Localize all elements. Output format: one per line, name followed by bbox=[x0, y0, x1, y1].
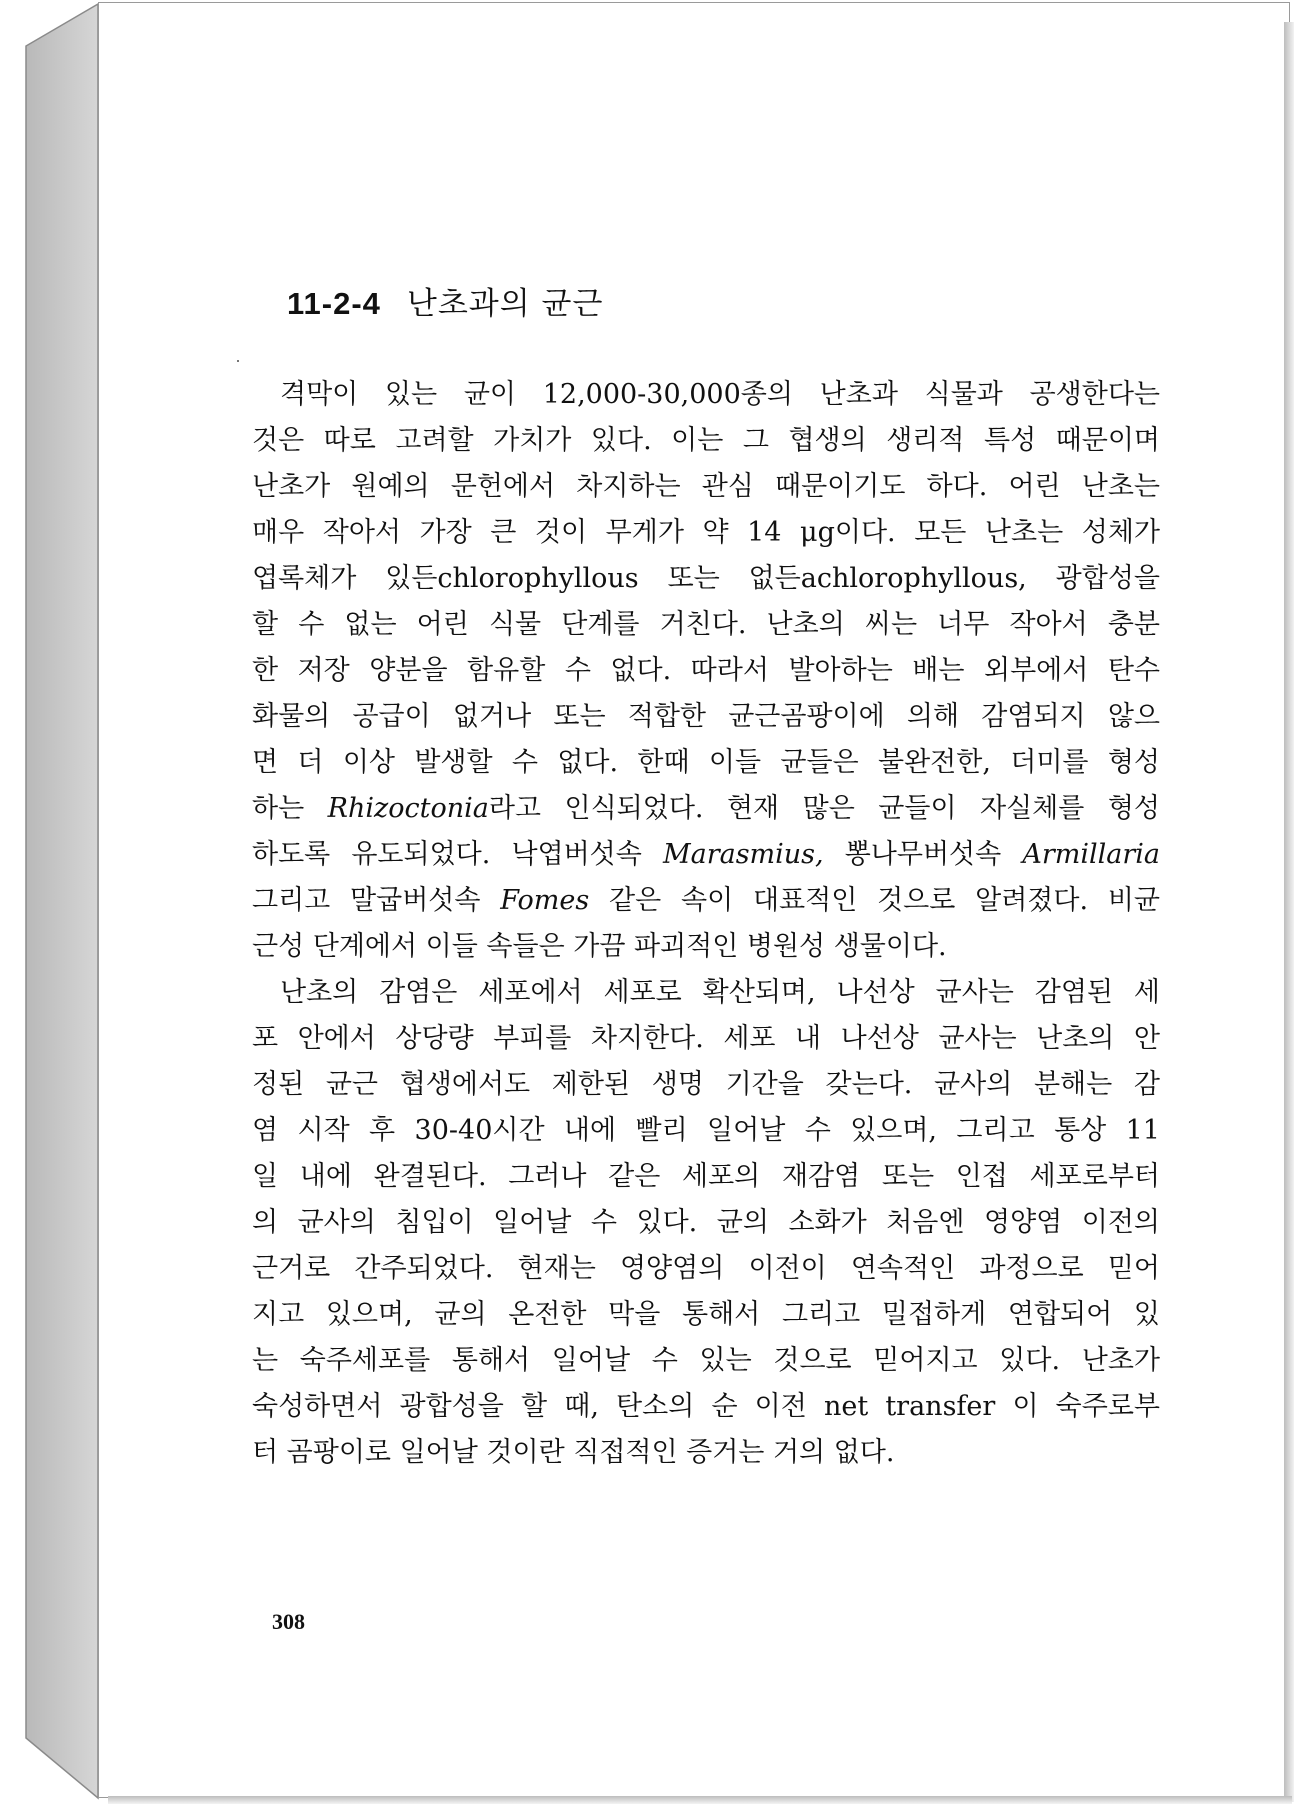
text-line: 한 저장 양분을 함유할 수 없다. 따라서 발아하는 배는 외부에서 탄수 bbox=[252, 655, 1160, 686]
page-number: 308 bbox=[272, 1609, 305, 1634]
section-number: 11-2-4 bbox=[287, 286, 381, 321]
genus-name: Marasmius, bbox=[662, 839, 824, 870]
stray-mark bbox=[237, 360, 239, 362]
text-line: 할 수 없는 어린 식물 단계를 거친다. 난초의 씨는 너무 작아서 충분 bbox=[252, 609, 1160, 640]
text-line: 근거로 간주되었다. 현재는 영양염의 이전이 연속적인 과정으로 믿어 bbox=[252, 1253, 1160, 1284]
text-line: 는 숙주세포를 통해서 일어날 수 있는 것으로 믿어지고 있다. 난초가 bbox=[252, 1345, 1160, 1376]
text-line: 지고 있으며, 균의 온전한 막을 통해서 그리고 밀접하게 연합되어 있 bbox=[252, 1299, 1160, 1330]
text-line: 하는 Rhizoctonia라고 인식되었다. 현재 많은 균들이 자실체를 형성 bbox=[252, 793, 1160, 824]
text-line: 터 곰팡이로 일어날 것이란 직접적인 증거는 거의 없다. bbox=[252, 1437, 895, 1468]
text-line: 난초가 원예의 문헌에서 차지하는 관심 때문이기도 하다. 어린 난초는 bbox=[252, 471, 1160, 502]
text-line: 근성 단계에서 이들 속들은 가끔 파괴적인 병원성 생물이다. bbox=[252, 931, 947, 962]
text-line: 포 안에서 상당량 부피를 차지한다. 세포 내 나선상 균사는 난초의 안 bbox=[252, 1023, 1160, 1054]
section-heading bbox=[287, 278, 603, 323]
page-shadow-bottom bbox=[108, 1796, 1292, 1804]
text-line: 매우 작아서 가장 큰 것이 무게가 약 14 μg이다. 모든 난초는 성체가 bbox=[252, 517, 1160, 548]
text-line: 의 균사의 침입이 일어날 수 있다. 균의 소화가 처음엔 영양염 이전의 bbox=[252, 1207, 1160, 1238]
page-shadow-right bbox=[1284, 22, 1294, 1802]
genus-name: Rhizoctonia bbox=[327, 793, 489, 824]
text-line: 엽록체가 있든chlorophyllous 또는 없든achlorophyllous, 광합성을 bbox=[252, 563, 1160, 594]
text-line: 하도록 유도되었다. 낙엽버섯속 Marasmius, 뽕나무버섯속 Armillaria bbox=[252, 839, 1160, 870]
text-line: 격막이 있는 균이 12,000-30,000종의 난초과 식물과 공생한다는 bbox=[280, 379, 1160, 410]
genus-name: Fomes bbox=[500, 885, 590, 916]
section-title: 난초과의 균근 bbox=[406, 286, 604, 322]
text-line: 일 내에 완결된다. 그러나 같은 세포의 재감염 또는 인접 세포로부터 bbox=[252, 1161, 1160, 1192]
text-line: 화물의 공급이 없거나 또는 적합한 균근곰팡이에 의해 감염되지 않으 bbox=[252, 701, 1160, 732]
text-line: 면 더 이상 발생할 수 없다. 한때 이들 균들은 불완전한, 더미를 형성 bbox=[252, 747, 1160, 778]
body-text bbox=[252, 372, 1160, 1476]
text-line: 것은 따로 고려할 가치가 있다. 이는 그 협생의 생리적 특성 때문이며 bbox=[252, 425, 1160, 456]
text-line: 숙성하면서 광합성을 할 때, 탄소의 순 이전 net transfer 이 숙주로부 bbox=[252, 1391, 1160, 1422]
text-line: 염 시작 후 30-40시간 내에 빨리 일어날 수 있으며, 그리고 통상 11 bbox=[252, 1115, 1160, 1146]
genus-name: Armillaria bbox=[1022, 839, 1160, 870]
text-line: 그리고 말굽버섯속 Fomes 같은 속이 대표적인 것으로 알려졌다. 비균 bbox=[252, 885, 1160, 916]
text-line: 난초의 감염은 세포에서 세포로 확산되며, 나선상 균사는 감염된 세 bbox=[280, 977, 1160, 1008]
text-line: 정된 균근 협생에서도 제한된 생명 기간을 갖는다. 균사의 분해는 감 bbox=[252, 1069, 1160, 1100]
